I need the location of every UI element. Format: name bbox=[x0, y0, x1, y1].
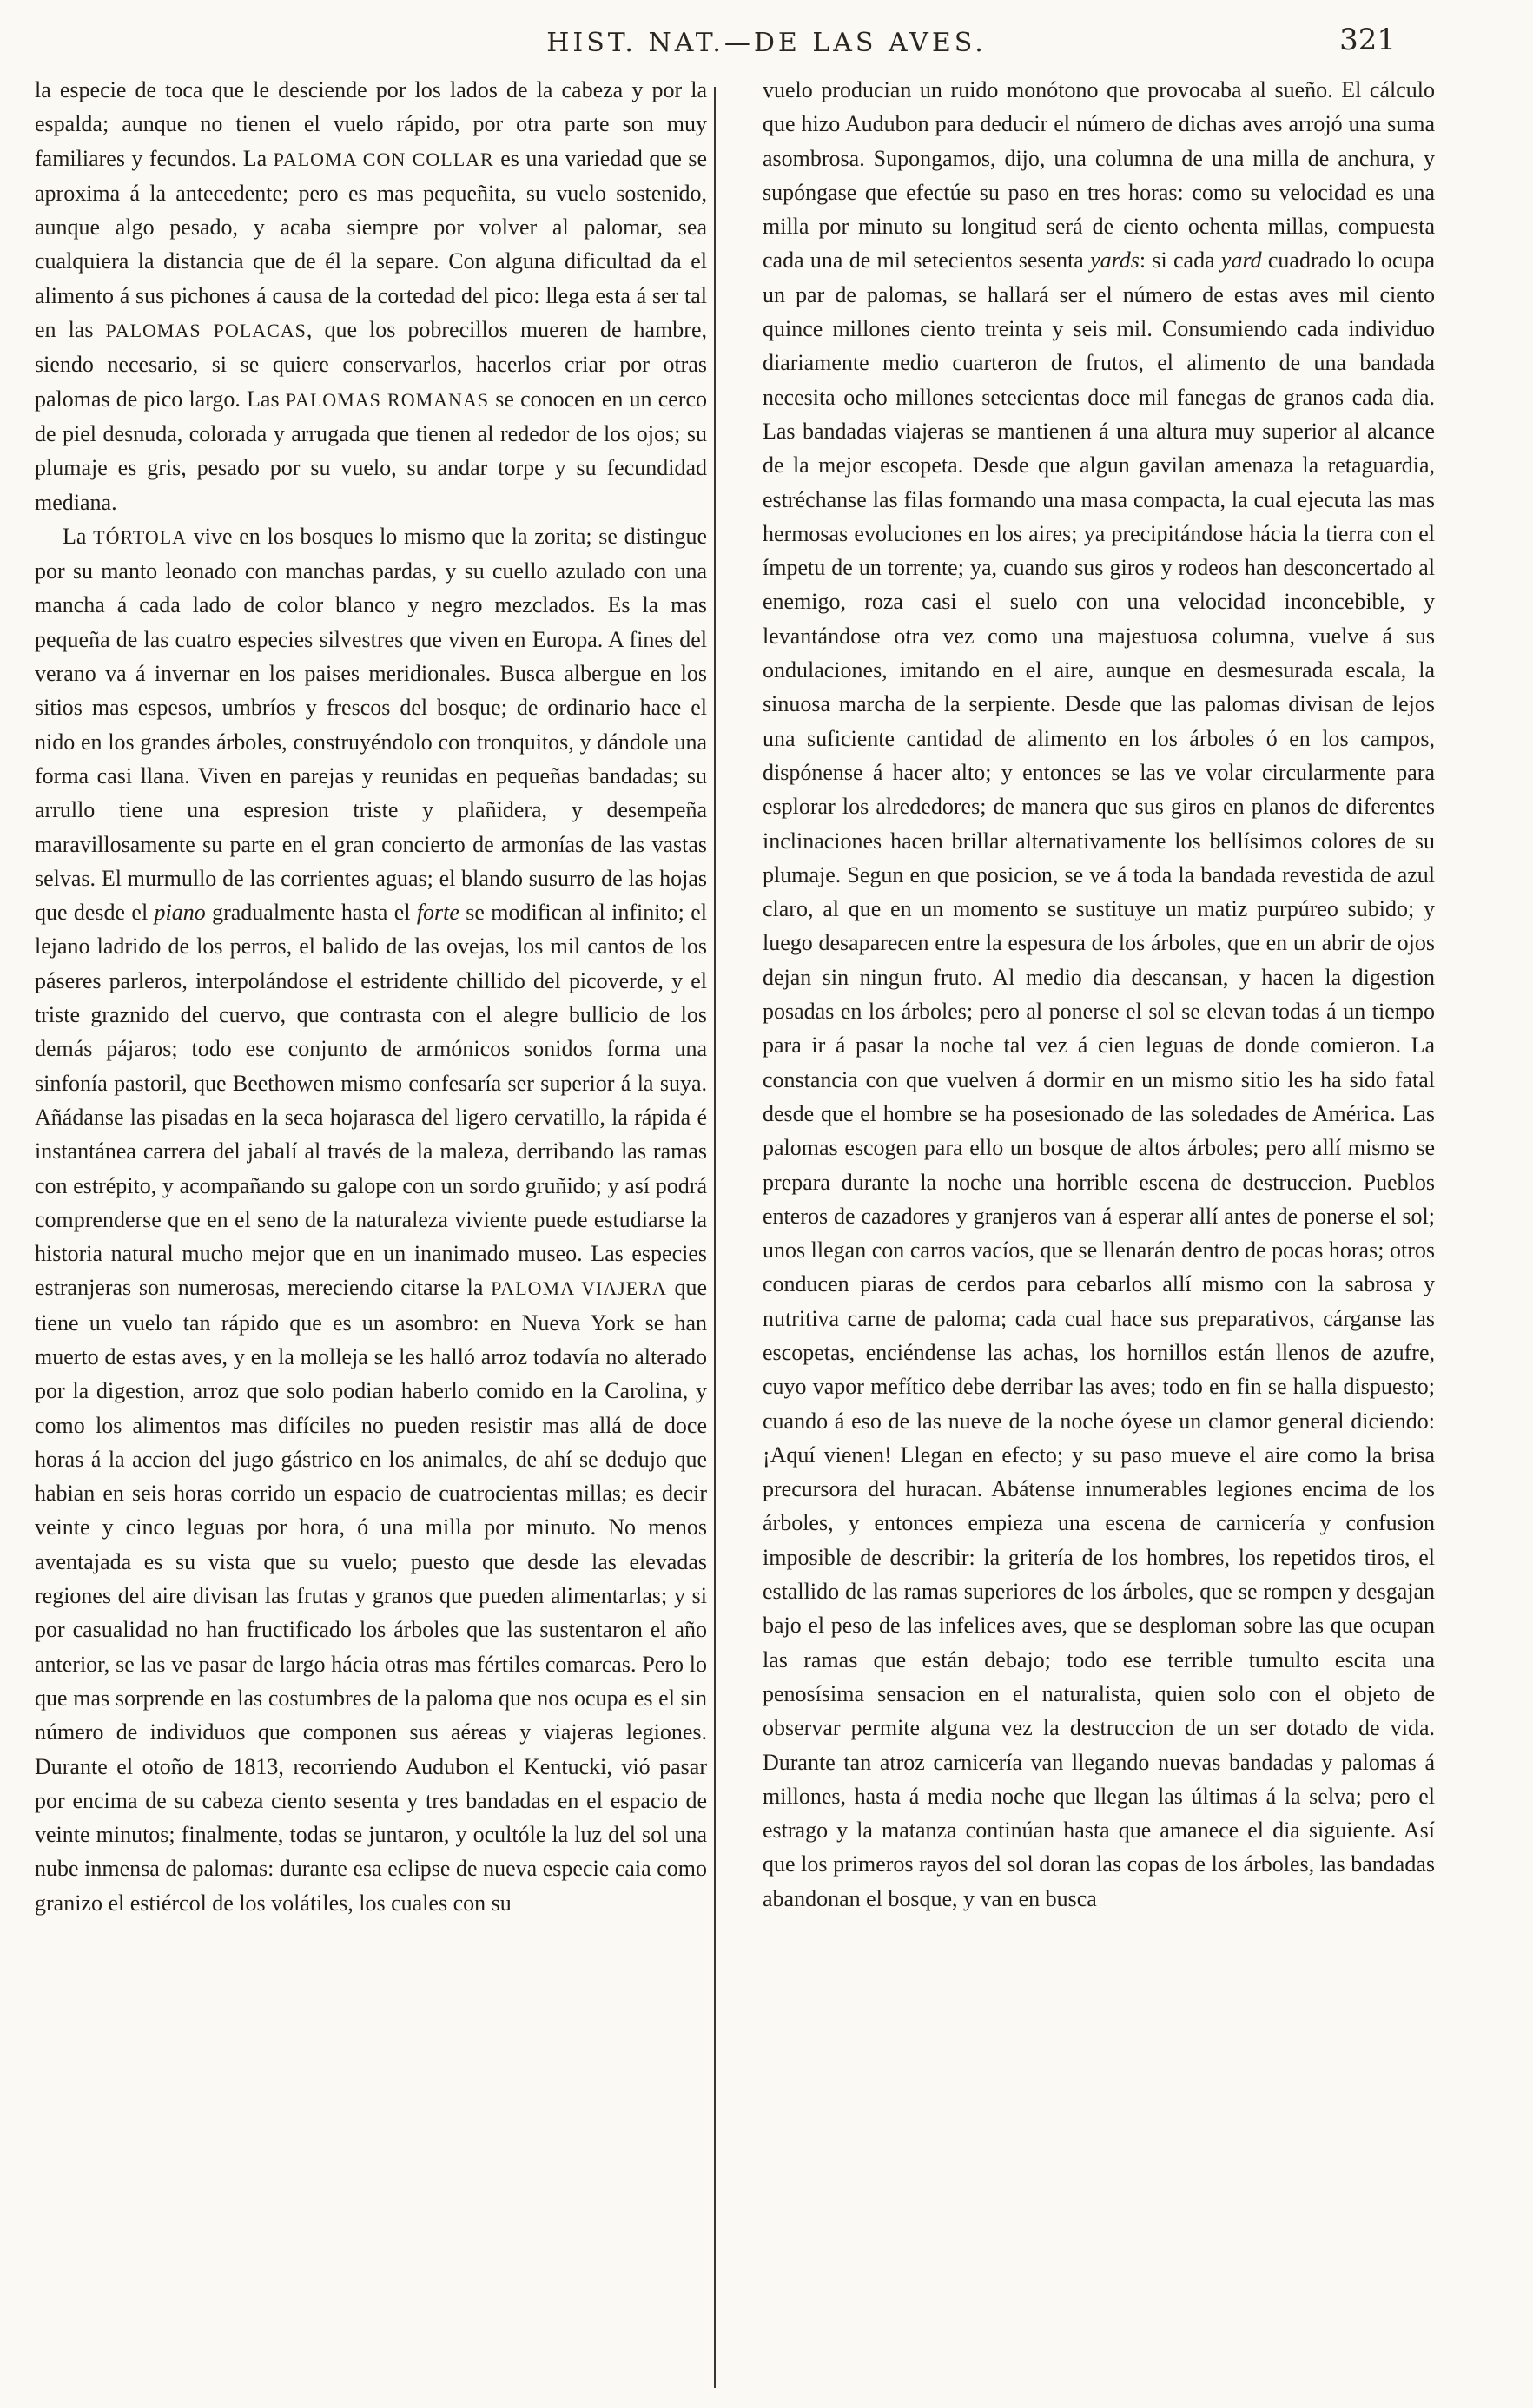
text-run: gradualmente hasta el bbox=[205, 900, 417, 926]
paragraph-continuation bbox=[763, 73, 1435, 1916]
running-title: HIST. NAT.—DE LAS AVES. bbox=[546, 28, 987, 58]
term-tortola: TÓRTOLA bbox=[93, 525, 188, 548]
term-yards: yards bbox=[1090, 247, 1140, 274]
text-run: se modifican al infinito; el lejano ladrido de los perros, el balido de las ovejas, los mil cantos de los páseres parleros, interpolándose el estridente chillido del picoverde, y el triste graznido del cuervo, que contrasta con el alegre bullicio de los demás pájaros; todo ese conjunto de armónicos sonidos forma una sinfonía pastoril, que Beethowen mismo confesaría ser superior á la suya. Añádanse las pisadas en la seca hojarasca del ligero cervatillo, la rápida é instantánea carrera del jabalí al través de la maleza, derribando las ramas con estrépito, y acompañando su galope con un sordo gruñido; y así podrá comprenderse que en el seno de la naturaleza viviente puede estudiarse la historia natural mucho mejor que en un inanimado museo. Las especies estranjeras son numerosas, mereciendo citarse la bbox=[35, 900, 707, 1301]
column-divider bbox=[714, 87, 716, 2388]
term-palomas-polacas: PALOMAS POLACAS bbox=[105, 320, 307, 342]
term-paloma-con-collar: PALOMA CON COLLAR bbox=[273, 148, 494, 170]
text-run: vuelo producian un ruido monótono que provocaba al sueño. El cálculo que hizo Audubon para deducir el número de dichas aves arrojó una suma asombrosa. Supongamos, dijo, una columna de una milla de anchura, y supóngase que efectúe su paso en tres horas: como su velocidad es una milla por minuto su longitud será de ciento ochenta millas, compuesta cada una de mil setecientos sesenta bbox=[763, 77, 1435, 274]
left-column bbox=[35, 73, 707, 1920]
page-number: 321 bbox=[1339, 23, 1396, 57]
paragraph-tortola bbox=[35, 519, 707, 1920]
text-run: se conocen en un cerco de piel desnuda, colorada y arrugada que tienen al rededor de los ojos; su plumaje es gris, pesado por su vuelo, su andar torpe y su fecundidad mediana. bbox=[35, 386, 707, 515]
paragraph-paloma-collar bbox=[35, 73, 707, 519]
term-yard: yard bbox=[1220, 247, 1262, 274]
text-run: La bbox=[63, 523, 94, 549]
text-run: es una variedad que se aproxima á la antecedente; pero es mas pequeñita, su vuelo sostenido, aunque algo pesado, y acaba siempre por volver al palomar, sea cualquiera la distancia que de él la separe. Con alguna dificultad da el alimento á sus pichones á causa de la cortedad del pico: llega esta á ser tal en las bbox=[35, 145, 707, 343]
text-run: vive en los bosques lo mismo que la zorita; se distingue por su manto leonado con manchas pardas, y su cuello azulado con una mancha á cada lado de color blanco y negro mezclados. Es la mas pequeña de las cuatro especies silvestres que viven en Europa. A fines del verano va á invernar en los paises meridionales. Busca albergue en los sitios mas espesos, umbríos y frescos del bosque; de ordinario hace el nido en los grandes árboles, construyéndolo con tronquitos, y dándole una forma casi llana. Viven en parejas y reunidas en pequeñas bandadas; su arrullo tiene una espresion triste y plañidera, y desempeña maravillosamente su parte en el gran concierto de armonías de las vastas selvas. El murmullo de las corrientes aguas; el blando susurro de las hojas que desde el bbox=[35, 523, 708, 926]
page-header bbox=[0, 16, 1533, 68]
term-palomas-romanas: PALOMAS ROMANAS bbox=[285, 388, 490, 411]
term-paloma-viajera: PALOMA VIAJERA bbox=[491, 1277, 667, 1300]
right-column bbox=[763, 73, 1435, 1916]
term-forte: forte bbox=[416, 900, 459, 926]
text-run: la especie de toca que le desciende por los lados de la cabeza y por la espalda; aunque no tienen el vuelo rápido, por otra parte son muy familiares y fecundos. La bbox=[35, 77, 707, 171]
term-piano: piano bbox=[154, 900, 206, 926]
text-run: , que los pobrecillos mueren de hambre, siendo necesario, si se quiere conservarlos, hacerlos criar por otras palomas de pico largo. Las bbox=[35, 317, 707, 412]
text-run: que tiene un vuelo tan rápido que es un asombro: en Nueva York se han muerto de estas aves, y en la molleja se les halló arroz todavía no alterado por la digestion, arroz que solo podian haberlo comido en la Carolina, y como los alimentos mas difíciles no pueden resistir mas allá de doce horas á la accion del jugo gástrico en los animales, de ahí se dedujo que habian en seis horas corrido un espacio de cuatrocientas millas; es decir veinte y cinco leguas por hora, ó una milla por minuto. No menos aventajada es su vista que su vuelo; puesto que desde las elevadas regiones del aire divisan las frutas y granos que pueden alimentarlas; y si por casualidad no han fructificado los árboles que las sustentaron el año anterior, se las ve pasar de largo hácia otras mas fértiles comarcas. Pero lo que mas sorprende en las costumbres de la paloma que nos ocupa es el sin número de individuos que componen sus aéreas y viajeras legiones. Durante el otoño de 1813, recorriendo Audubon el Kentucki, vió pasar por encima de su cabeza ciento sesenta y tres bandadas en el espacio de veinte minutos; finalmente, todas se juntaron, y ocultóle la luz del sol una nube inmensa de palomas: durante esa eclipse de nueva especie caia como granizo el estiércol de los volátiles, los cuales con su bbox=[35, 1275, 707, 1916]
text-run: cuadrado lo ocupa un par de palomas, se hallará ser el número de estas aves mil ciento quince millones ciento treinta y seis mil. Consumiendo cada individuo diariamente medio cuarteron de frutos, el alimento de una bandada necesita ocho millones setecientas doce mil fanegas de granos cada dia. Las bandadas viajeras se mantienen á una altura muy superior al alcance de la mejor escopeta. Desde que algun gavilan amenaza la retaguardia, estréchanse las filas formando una masa compacta, la cual ejecuta las mas hermosas evoluciones en los aires; ya precipitándose hácia la tierra con el ímpetu de un torrente; ya, cuando sus giros y rodeos han desconcertado al enemigo, roza casi el suelo con una velocidad inconcebible, y levantándose otra vez como una majestuosa columna, vuelve á sus ondulaciones, imitando en el aire, aunque en desmesurada escala, la sinuosa marcha de la serpiente. Desde que las palomas divisan de lejos una suficiente cantidad de alimento en los árboles ó en los campos, dispónense á hacer alto; y entonces se las ve volar circularmente para esplorar los alrededores; de manera que sus giros en planos de diferentes inclinaciones hacen brillar alternativamente los bellísimos colores de su plumaje. Segun en que posicion, se ve á toda la bandada revestida de azul claro, al que en un momento se sustituye un matiz purpúreo subido; y luego desaparecen entre la espesura de los árboles, que en un abrir de ojos dejan sin ningun fruto. Al medio dia descansan, y hacen la digestion posadas en los árboles; pero al ponerse el sol se elevan todas á un tiempo para ir á pasar la noche tal vez á cien leguas de donde comieron. La constancia con que vuelven á dormir en un mismo sitio les ha sido fatal desde que el hombre se ha posesionado de las soledades de América. Las palomas escogen para ello un bosque de altos árboles; pero allí mismo se prepara durante la noche una horrible escena de destruccion. Pueblos enteros de cazadores y granjeros van á esperar allí antes de ponerse el sol; unos llegan con carros vacíos, que se llenarán dentro de pocas horas; otros conducen piaras de cerdos para cebarlos allí mismo con la sabrosa y nutritiva carne de paloma; cada cual hace sus preparativos, cárganse las escopetas, enciéndense las achas, los hornillos están llenos de azufre, cuyo vapor mefítico debe derribar las aves; todo en fin se halla dispuesto; cuando á eso de las nueve de la noche óyese un clamor general diciendo: ¡Aquí vienen! Llegan en efecto; y su paso mueve el aire como la brisa precursora del huracan. Abátense innumerables legiones encima de los árboles, y entonces empieza una escena de carnicería y confusion imposible de describir: la gritería de los hombres, los repetidos tiros, el estallido de las ramas superiores de los árboles, que se rompen y desgajan bajo el peso de las infelices aves, que se desploman sobre las que ocupan las ramas que están debajo; todo ese terrible tumulto escita una penosísima sensacion en el naturalista, quien solo con el objeto de observar permite alguna vez la destruccion de un ser dotado de vida. Durante tan atroz carnicería van llegando nuevas bandadas y palomas á millones, hasta á media noche que llegan las últimas á la selva; pero el estrago y la matanza continúan hasta que amanece el dia siguiente. Así que los primeros rayos del sol doran las copas de los árboles, las bandadas abandonan el bosque, y van en busca bbox=[763, 247, 1435, 1911]
text-run: : si cada bbox=[1139, 247, 1221, 274]
